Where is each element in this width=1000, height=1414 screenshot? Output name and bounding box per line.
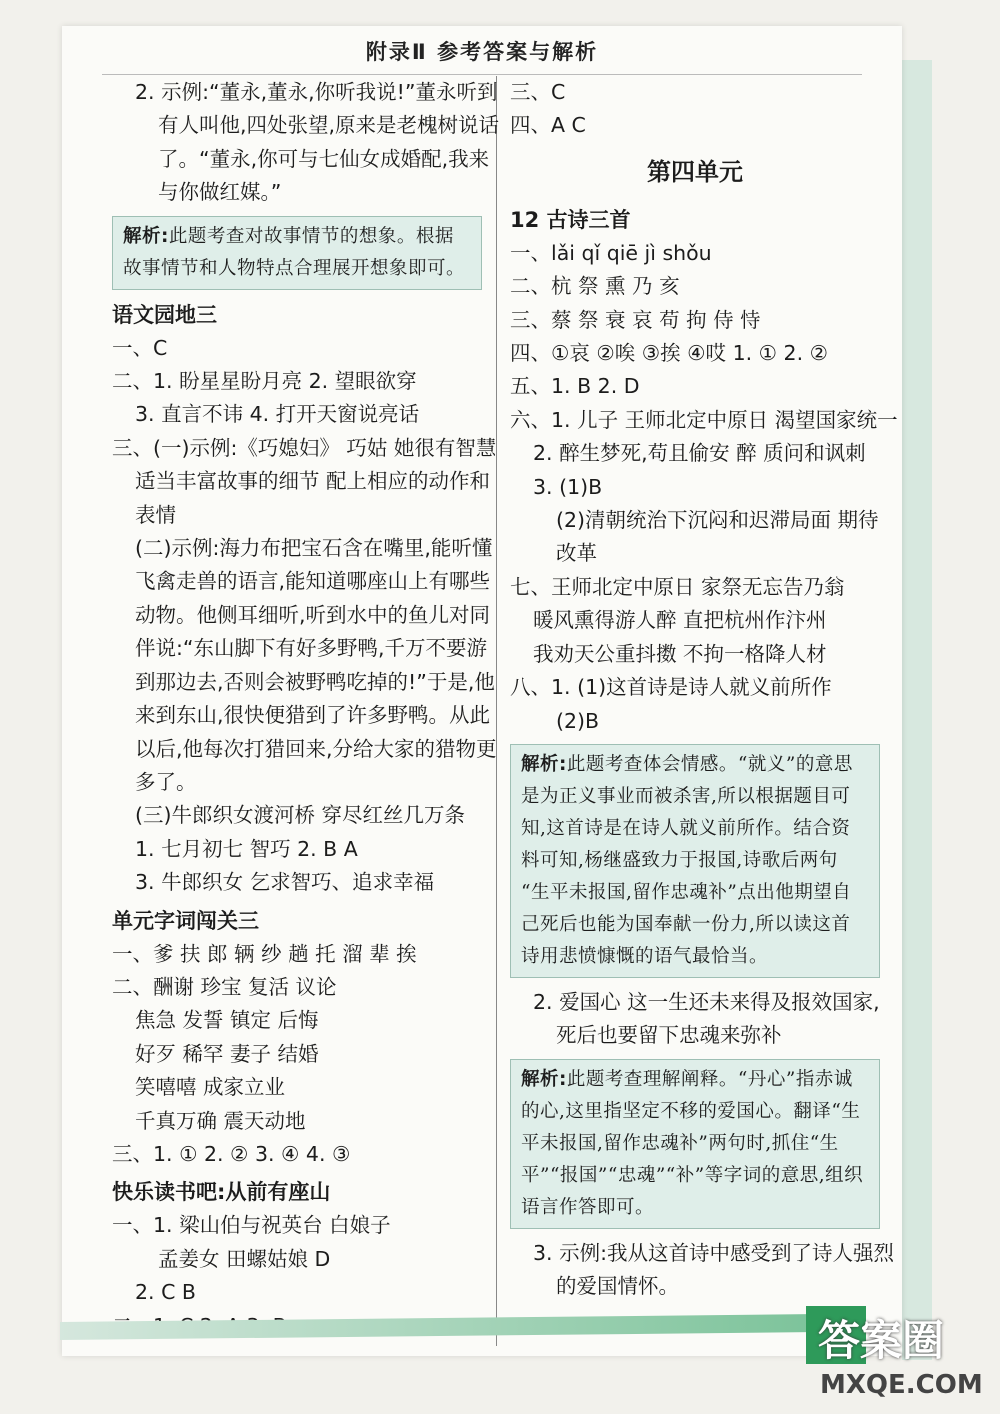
answer-line: 五、1. B 2. D [510,374,640,399]
answer-line: 一、爹 扶 郎 辆 纱 趟 托 溜 辈 挨 [112,941,417,966]
answer-line: 我劝天公重抖擞 不拘一格降人材 [533,641,827,666]
answer-line: (二)示例:海力布把宝石含在嘴里,能听懂 [135,536,493,561]
answer-line: 孟姜女 田螺姑娘 D [158,1246,331,1271]
analysis-text: 故事情节和人物特点合理展开想象即可。 [123,257,466,279]
answer-line: 好歹 稀罕 妻子 结婚 [135,1041,319,1066]
analysis-text: 料可知,杨继盛致力于报国,诗歌后两句 [521,849,838,871]
answer-line: 2. C B [135,1280,196,1305]
answer-line: 一、lǎi qǐ qiē jì shǒu [510,240,712,265]
answer-line: 改革 [556,541,597,566]
answer-line: 四、A C [510,113,586,138]
answer-line: (2)清朝统治下沉闷和迟滞局面 期待 [556,508,879,533]
answer-line: 3. 示例:我从这首诗中感受到了诗人强烈 [533,1240,894,1265]
answer-page [62,26,902,1356]
analysis-text: 诗用悲愤慷慨的语气最恰当。 [521,945,769,967]
lesson-title: 12 古诗三首 [510,207,631,232]
analysis-box [510,744,880,978]
section-title: 单元字词闯关三 [112,908,259,933]
answer-line: 千真万确 震天动地 [135,1108,306,1133]
header-rule [102,74,862,75]
answer-line: 飞禽走兽的语言,能知道哪座山上有哪些 [135,569,491,594]
left-column [112,76,500,1343]
answer-line: 一、1. 梁山伯与祝英台 白娘子 [112,1213,391,1238]
answer-line: 多了。 [135,769,197,794]
answer-line: 二、酬谢 珍宝 复活 议论 [112,974,337,999]
analysis-text: 语言作答即可。 [521,1196,655,1218]
watermark-logo: 答案圈 [818,1316,945,1365]
analysis-text: 的心,这里指坚定不移的爱国心。翻译“生 [521,1100,861,1122]
analysis-box [510,1059,880,1229]
answer-line: 2. 爱国心 这一生还未来得及报效国家, [533,989,880,1014]
watermark-url: MXQE.COM [820,1370,983,1400]
answer-line: 三、(一)示例:《巧媳妇》 巧姑 她很有智慧 [112,435,497,460]
answer-line: 以后,他每次打猎回来,分给大家的猎物更 [135,736,497,761]
answer-line: 二、1. 盼星星盼月亮 2. 望眼欲穿 [112,369,417,394]
analysis-text: 是为正义事业而被杀害,所以根据题目可 [521,785,851,807]
answer-line: 了。“董永,你可与七仙女成婚配,我来 [158,146,490,171]
section-title: 快乐读书吧:从前有座山 [112,1180,331,1205]
answer-line: 3. 直言不讳 4. 打开天窗说亮话 [135,402,420,427]
analysis-label: 解析: [123,225,169,247]
answer-line: 三、1. ① 2. ② 3. ④ 4. ③ [112,1141,351,1166]
answer-line: 的爱国情怀。 [556,1274,679,1299]
answer-line: 伴说:“东山脚下有好多野鸭,千万不要游 [135,636,488,661]
answer-line: 与你做红媒。” [158,180,282,205]
answer-line: 来到东山,很快便猎到了许多野鸭。从此 [135,703,491,728]
page-header: 附录Ⅱ 参考答案与解析 [365,40,599,64]
answer-line: 到那边去,否则会被野鸭吃掉的!”于是,他 [135,669,495,694]
page-edge-decoration [902,60,932,1360]
answer-line: 笑嘻嘻 成家立业 [135,1075,286,1100]
analysis-label: 解析: [521,1068,567,1090]
answer-line: 暖风熏得游人醉 直把杭州作汴州 [533,608,827,633]
answer-line: 3. 牛郎织女 乞求智巧、追求幸福 [135,870,435,895]
analysis-text: 己死后也能为国奉献一份力,所以读这首 [521,913,851,935]
analysis-text: 平”“报国”“忠魂”“补”等字词的意思,组织 [521,1164,864,1186]
analysis-box [112,216,482,290]
column-divider [496,76,497,1346]
answer-line: 动物。他侧耳细听,听到水中的鱼儿对同 [135,602,491,627]
answer-line: 死后也要留下忠魂来弥补 [556,1023,782,1048]
answer-line: 表情 [135,502,176,527]
analysis-text: 此题考查对故事情节的想象。根据 [168,225,454,247]
analysis-text: “生平未报国,留作忠魂补”点出他期望自 [521,881,852,903]
answer-line: 焦急 发誓 镇定 后悔 [135,1008,319,1033]
answer-line: 有人叫他,四处张望,原来是老槐树说话 [158,113,500,138]
answer-line: 六、1. 儿子 王师北定中原日 渴望国家统一 [510,407,898,432]
answer-line: 三、C [510,80,566,104]
section-title: 语文园地三 [112,302,217,327]
unit-title: 第四单元 [647,157,743,186]
answer-line: 一、C [112,335,168,360]
analysis-text: 知,这首诗是在诗人就义前所作。结合资 [521,817,851,839]
analysis-text: 此题考查理解阐释。“丹心”指赤诚 [566,1068,853,1090]
answer-line: 1. 七月初七 智巧 2. B A [135,836,358,861]
answer-line: 四、①哀 ②唉 ③挨 ④哎 1. ① 2. ② [510,341,828,366]
answer-line: (2)B [556,708,600,733]
answer-line: 二、杭 祭 熏 乃 亥 [510,274,680,299]
answer-line: 2. 醉生梦死,苟且偷安 醉 质问和讽刺 [533,441,866,466]
analysis-text: 平未报国,留作忠魂补”两句时,抓住“生 [521,1132,839,1154]
analysis-label: 解析: [521,753,567,775]
answer-line: 三、蔡 祭 衰 哀 苟 拘 侍 恃 [510,307,761,332]
right-column [510,76,898,1304]
answer-line: 适当丰富故事的细节 配上相应的动作和 [135,469,491,494]
analysis-text: 此题考查体会情感。“就义”的意思 [566,753,853,775]
answer-line: 2. 示例:“董永,董永,你听我说!”董永听到 [135,80,498,104]
answer-line: 八、1. (1)这首诗是诗人就义前所作 [510,675,832,700]
answer-line: (三)牛郎织女渡河桥 穿尽红丝几万条 [135,803,466,828]
answer-line: 七、王师北定中原日 家祭无忘告乃翁 [510,574,845,599]
answer-line: 3. (1)B [533,474,603,499]
